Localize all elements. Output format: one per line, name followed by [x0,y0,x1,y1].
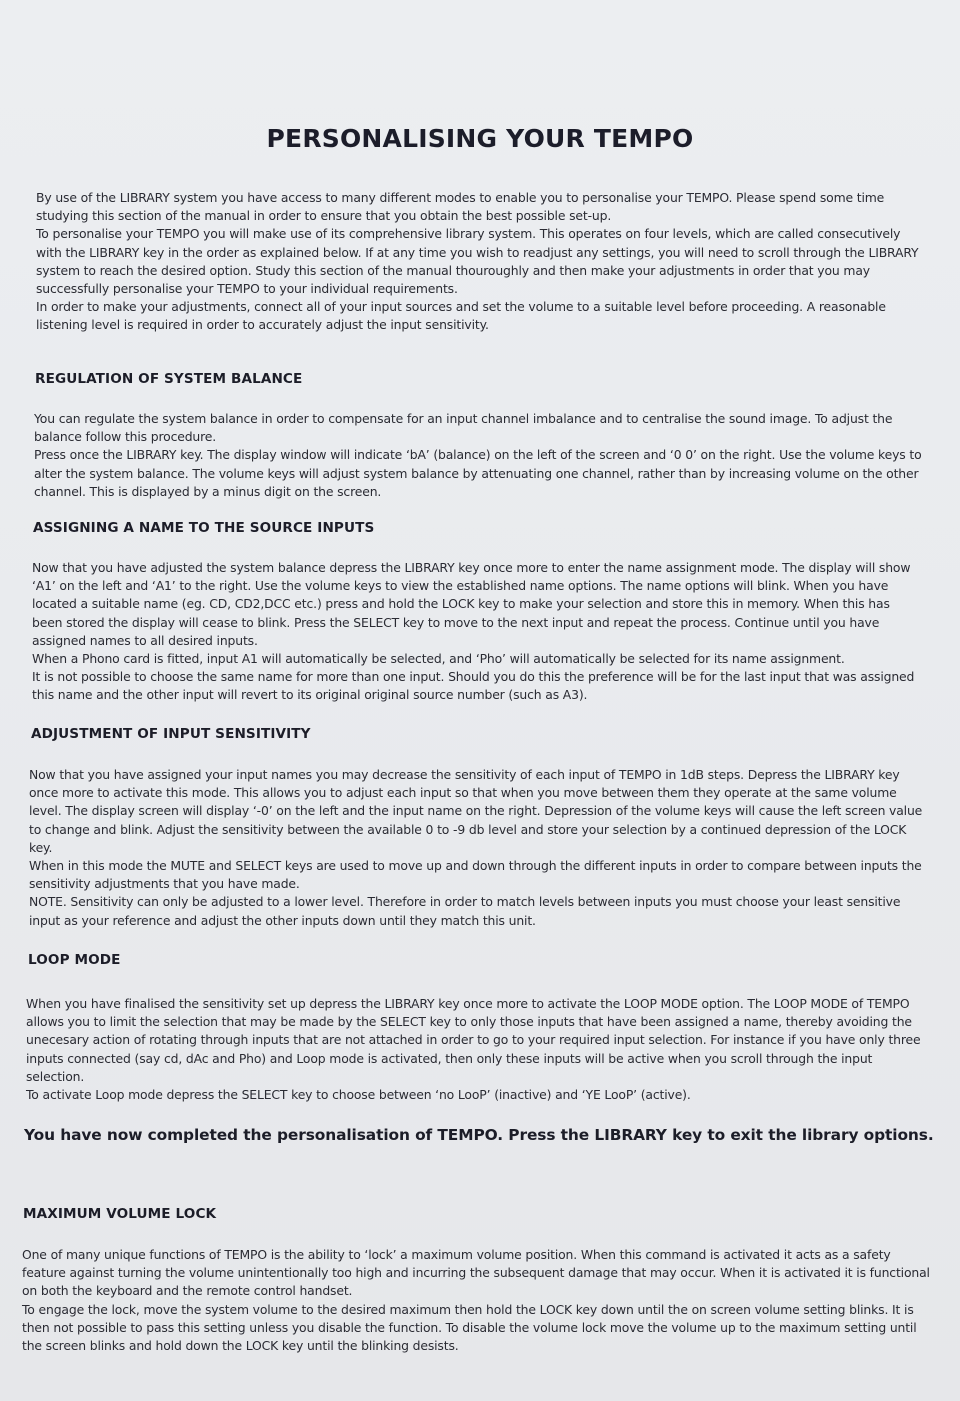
section-paragraph: When a Phono card is fitted, input A1 will automatically be selected, and ‘Pho’ will automatically be selected for its name assignment. [32,651,845,667]
intro-paragraph: By use of the LIBRARY system you have access to many different modes to enable you to personalise your TEMPO. Please spend some time studying this section of the manual in order to ensure that you obtain the best possible set-up. [36,190,885,224]
section-paragraph: Press once the LIBRARY key. The display window will indicate ‘bA’ (balance) on the left of the screen and ‘0 0’ on the right. Use the volume keys to alter the system balance. The volume keys will adjust system balance by attenuating one channel, rather than by increasing volume on the other channel. This is displayed by a minus digit on the screen. [34,447,922,499]
section-body-assign-name [32,559,917,705]
section-body-system-balance [34,410,929,501]
section-body-input-sensitivity [29,766,931,930]
section-heading-input-sensitivity: ADJUSTMENT OF INPUT SENSITIVITY [31,726,311,742]
section-paragraph: To engage the lock, move the system volume to the desired maximum then hold the LOCK key down until the on screen volume setting blinks. It is then not possible to pass this setting unless you disable the function. To disable the volume lock move the volume up to the maximum setting until the screen blinks and hold down the LOCK key until the blinking desists. [22,1301,917,1354]
section-heading-loop-mode: LOOP MODE [28,952,121,968]
section-paragraph: You can regulate the system balance in order to compensate for an input channel imbalance and to centralise the sound image. To adjust the balance follow this procedure. [34,411,893,445]
section-paragraph: NOTE. Sensitivity can only be adjusted to a lower level. Therefore in order to match levels between inputs you must choose your least sensitive input as your reference and adjust the other inputs down until they match this unit. [29,894,901,928]
section-heading-max-volume-lock: MAXIMUM VOLUME LOCK [23,1206,217,1222]
section-body-max-volume-lock [22,1246,932,1355]
section-body-loop-mode [26,995,924,1104]
section-heading-assign-name: ASSIGNING A NAME TO THE SOURCE INPUTS [33,520,375,536]
completion-note: You have now completed the personalisation of TEMPO. Press the LIBRARY key to exit the library options. [24,1126,934,1144]
page-title: PERSONALISING YOUR TEMPO [266,124,694,153]
section-paragraph: Now that you have assigned your input names you may decrease the sensitivity of each input of TEMPO in 1dB steps. Depress the LIBRARY key once more to activate this mode. This allows you to adjust each input so that when you move between them they operate at the same volume level. The display screen will display ‘-0’ on the left and the input name on the right. Depression of the volume keys will cause the left screen value to change and blink. Adjust the sensitivity between the available 0 to -9 db level and store your selection by a continued depression of the LOCK key. [29,767,923,855]
intro-text [36,189,921,335]
section-paragraph: Now that you have adjusted the system balance depress the LIBRARY key once more to enter the name assignment mode. The display will show ‘A1’ on the left and ‘A1’ to the right. Use the volume keys to view the established name options. The name options will blink. When you have located a suitable name (eg. CD, CD2,DCC etc.) press and hold the LOCK key to make your selection and store this in memory. When this has been stored the display will cease to blink. Press the SELECT key to move to the next input and repeat the process. Continue until you have assigned names to all desired inputs. [32,560,911,648]
section-paragraph: When in this mode the MUTE and SELECT keys are used to move up and down through the different inputs in order to compare between inputs the sensitivity adjustments that you have made. [29,858,922,892]
section-paragraph: To activate Loop mode depress the SELECT key to choose between ‘no LooP’ (inactive) and ‘YE LooP’ (active). [26,1087,691,1103]
intro-paragraph: In order to make your adjustments, connect all of your input sources and set the volume to a suitable level before proceeding. A reasonable listening level is required in order to accurately adjust the input sensitivity. [36,299,886,333]
section-paragraph: One of many unique functions of TEMPO is the ability to ‘lock’ a maximum volume position. When this command is activated it acts as a safety feature against turning the volume unintentionally too high and incurring the subsequent damage that may occur. When it is activated it is functional on both the keyboard and the remote control handset. [22,1247,930,1299]
section-paragraph: When you have finalised the sensitivity set up depress the LIBRARY key once more to activate the LOOP MODE option. The LOOP MODE of TEMPO allows you to limit the selection that may be made by the SELECT key to only those inputs that have been assigned a name, thereby avoiding the unecesary action of rotating through inputs that are not attached in order to go to your required input selection. For instance if you have only three inputs connected (say cd, dAc and Pho) and Loop mode is activated, then only these inputs will be active when you scroll through the input selection. [26,996,921,1084]
section-paragraph: It is not possible to choose the same name for more than one input. Should you do this the preference will be for the last input that was assigned this name and the other input will revert to its original original source number (such as A3). [32,669,915,703]
intro-paragraph: To personalise your TEMPO you will make use of its comprehensive library system. This operates on four levels, which are called consecutively with the LIBRARY key in the order as explained below. If at any time you wish to readjust any settings, you will need to scroll through the LIBRARY system to reach the desired option. Study this section of the manual thouroughly and then make your adjustments in order that you may successfully personalise your TEMPO to your individual requirements. [36,226,919,297]
section-heading-system-balance: REGULATION OF SYSTEM BALANCE [35,371,303,387]
